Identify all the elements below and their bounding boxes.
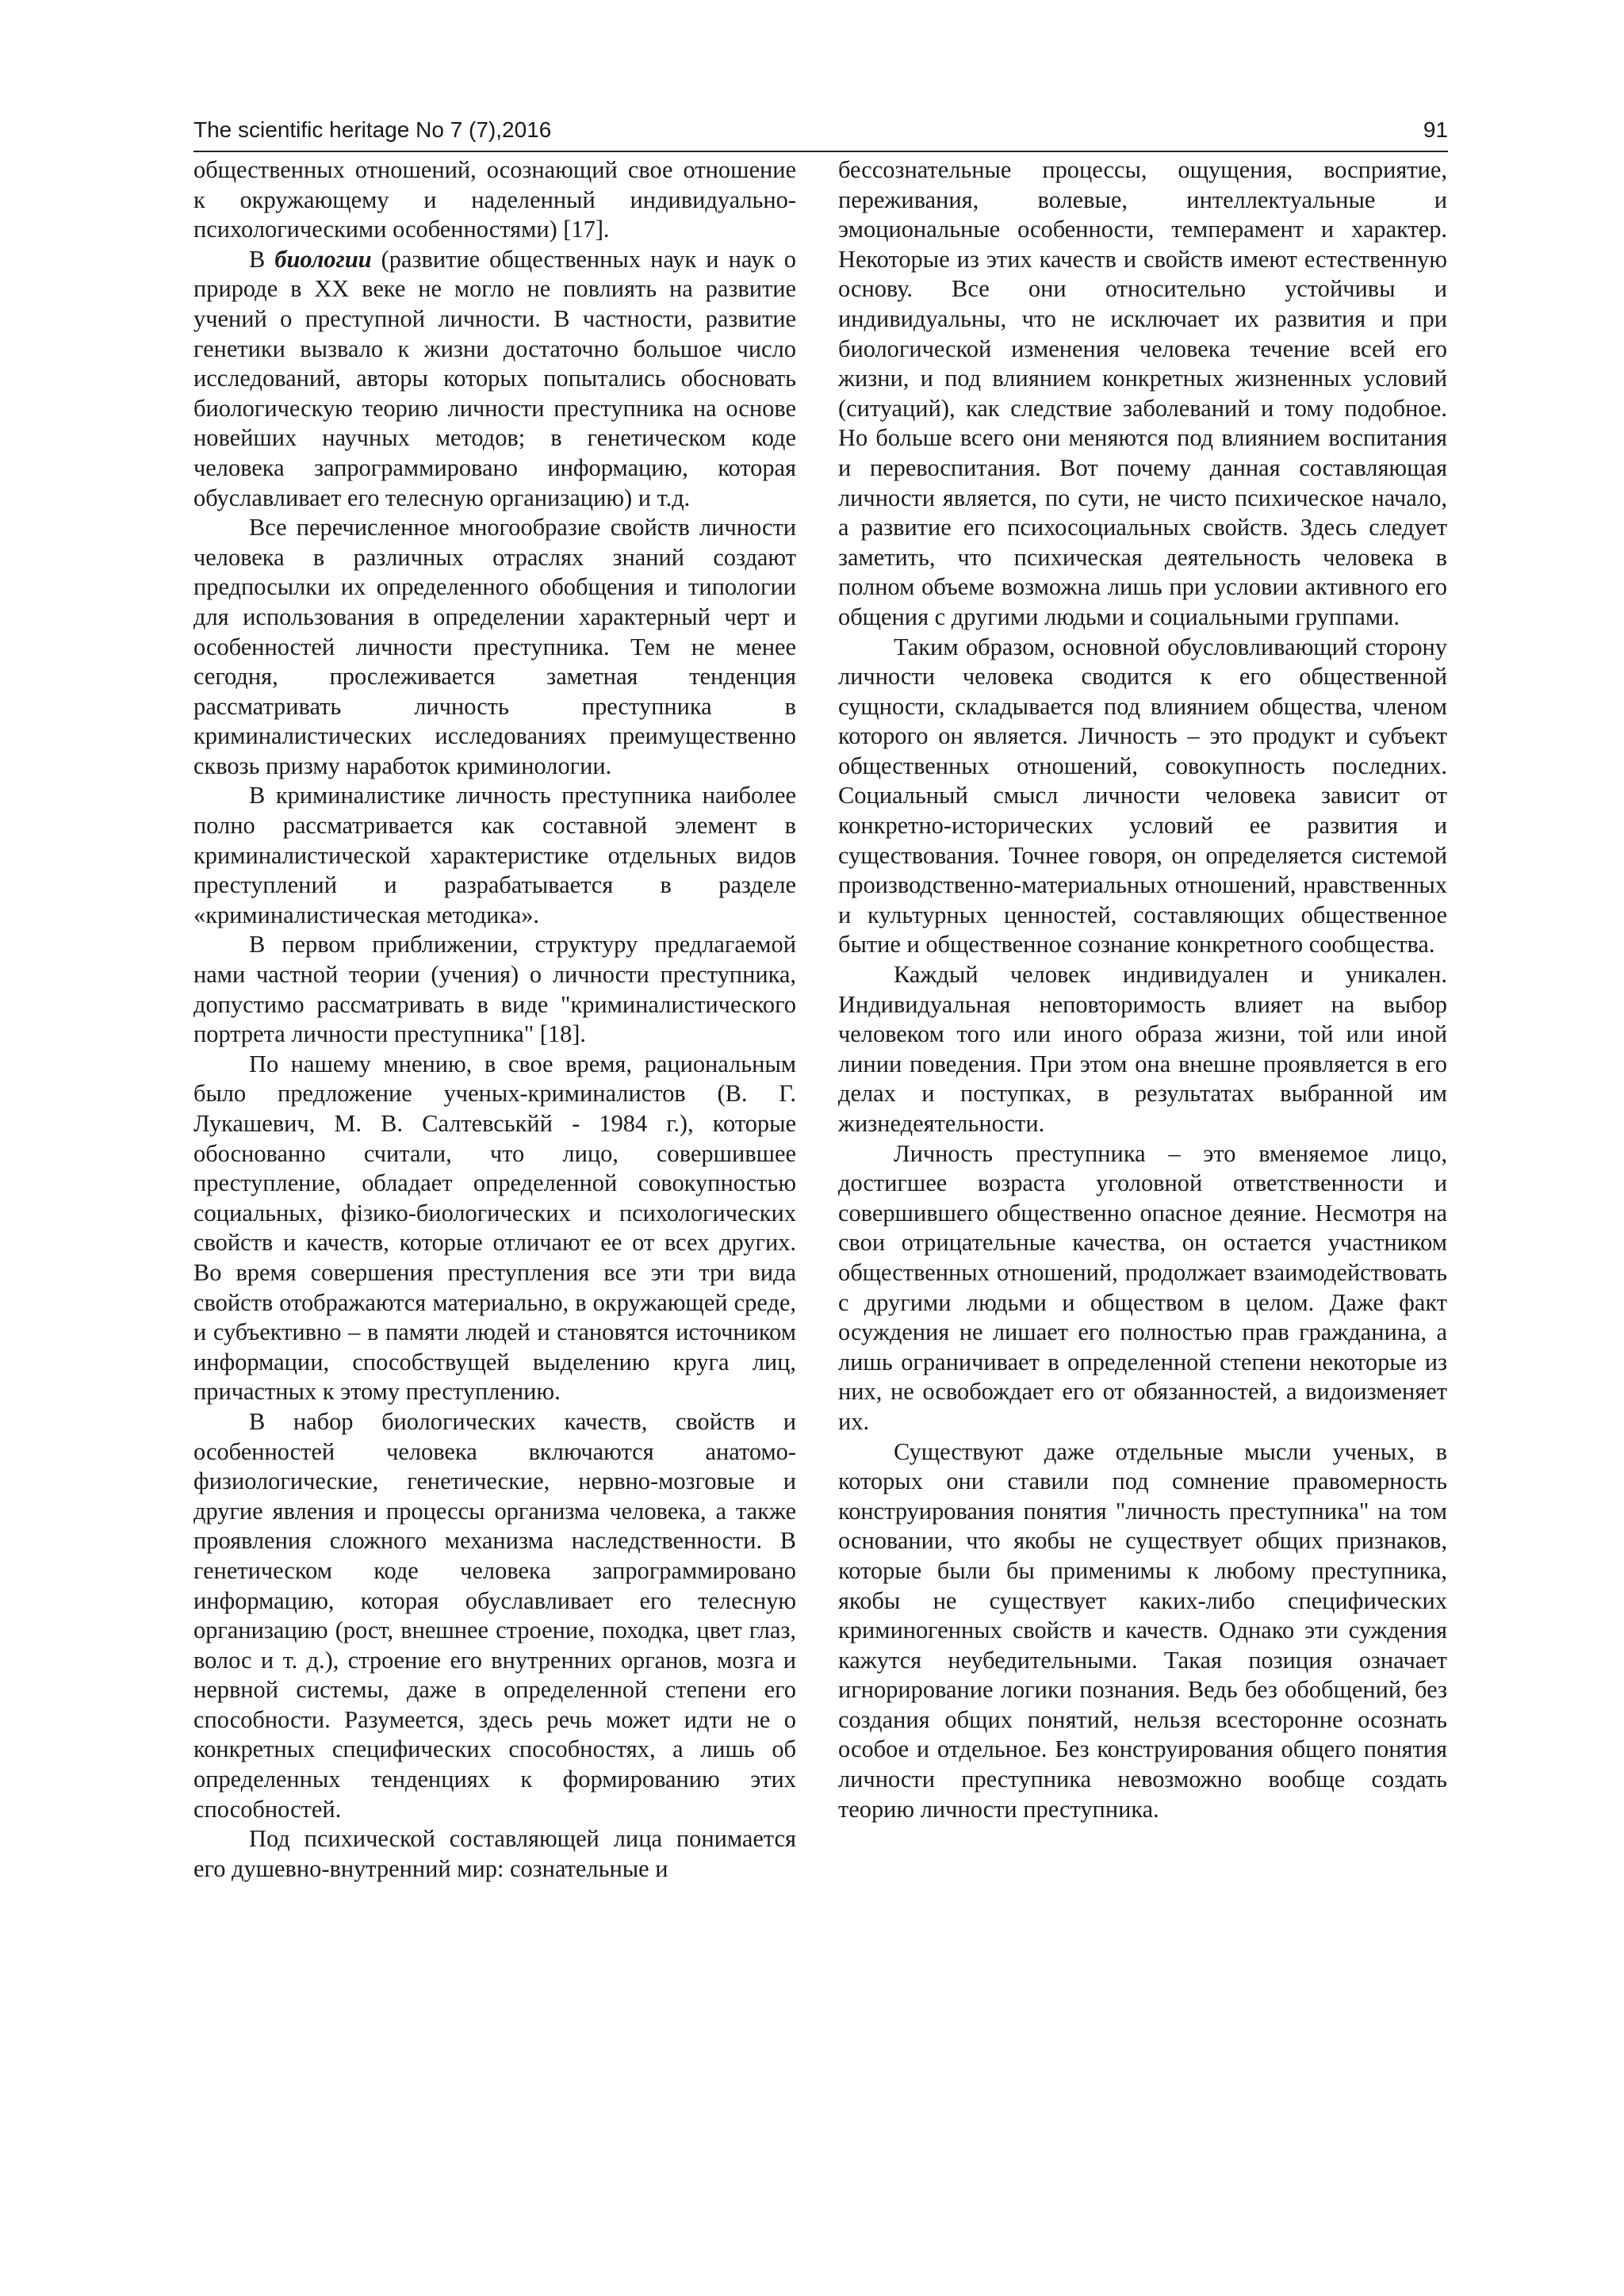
page-number: 91 bbox=[1423, 117, 1448, 142]
paragraph: Личность преступника – это вменяемое лицо, достигшее возраста уголовной ответственности и совершившего общественно опасное деяние. Несмотря на свои отрицательные качества, он остается участником общественных отношений, продолжает взаимодействовать с другими людьми и обществом в целом. Даже факт осуждения не лишает его полностью прав гражданина, а лишь ограничивает в определенной степени некоторые из них, не освобождает его от обязанностей, а видоизменяет их. bbox=[838, 1139, 1447, 1435]
page-header bbox=[193, 116, 1448, 152]
paragraph: бессознательные процессы, ощущения, восприятие, переживания, волевые, интеллектуальные и эмоциональные особенности, темперамент и характер. Некоторые из этих качеств и свойств имеют естественную основу. Все они относительно устойчивы и индивидуальны, что не исключает их развития и при биологической изменения человека течение всей его жизни, и под влиянием конкретных жизненных условий (ситуаций), как следствие заболеваний и тому подобное. Но больше всего они меняются под влиянием воспитания и перевоспитания. Вот почему данная составляющая личности является, по сути, не чисто психическое начало, а развитие его психосоциальных свойств. Здесь следует заметить, что психическая деятельность человека в полном объеме возможна лишь при условии активного его общения с другими людьми и социальными группами. bbox=[838, 156, 1447, 630]
paragraph-text: (развитие общественных наук и наук о природе в XX веке не могло не повлиять на развитие учений о преступной личности. В частности, развитие генетики вызвало к жизни достаточно большое число исследований, авторы которых попытались обосновать биологическую теорию личности преступника на основе новейших научных методов; в генетическом коде человека запрограммировано информацию, которая обуславливает его телесную организацию) и т.д. bbox=[193, 245, 796, 511]
paragraph: общественных отношений, осознающий свое отношение к окружающему и наделенный индивидуально-психологическими особенностями) [17]. bbox=[193, 156, 796, 243]
journal-title: The scientific heritage No 7 (7),2016 bbox=[193, 117, 552, 142]
paragraph: В криминалистике личность преступника наиболее полно рассматривается как составной элемент в криминалистической характеристике отдельных видов преступлений и разрабатывается в разделе «криминалистическая методика». bbox=[193, 782, 796, 928]
paragraph: Существуют даже отдельные мысли ученых, в которых они ставили под сомнение правомерность конструирования понятия "личность преступника" на том основании, что якобы не существует общих признаков, которые были бы применимы к любому преступника, якобы не существует каких-либо специфических криминогенных свойств и качеств. Однако эти суждения кажутся неубедительными. Такая позиция означает игнорирование логики познания. Ведь без обобщений, без создания общих понятий, нельзя всесторонне осознать особое и отдельное. Без конструирования общего понятия личности преступника невозможно вообще создать теорию личности преступника. bbox=[838, 1437, 1447, 1823]
paragraph: Все перечисленное многообразие свойств личности человека в различных отраслях знаний создают предпосылки их определенного обобщения и типологии для использования в определении характерный черт и особенностей личности преступника. Тем не менее сегодня, прослеживается заметная тенденция рассматривать личность преступника в криминалистических исследованиях преимущественно сквозь призму наработок криминологии. bbox=[193, 514, 796, 779]
emphasized-term: биологии bbox=[274, 245, 372, 273]
paragraph-lead: В bbox=[249, 245, 275, 273]
paragraph: По нашему мнению, в свое время, рациональным было предложение ученых-криминалистов (В. Г. Лукашевич, М. В. Салтевськйй - 1984 г.), которые обоснованно считали, что лицо, совершившее преступление, обладает определенной совокупностью социальных, фізико-биологических и психологических свойств и качеств, которые отличают ее от всех других. Во время совершения преступления все эти три вида свойств отображаются материально, в окружающей среде, и субъективно – в памяти людей и становятся источником информации, способствущей выделению круга лиц, причастных к этому преступлению. bbox=[193, 1050, 796, 1406]
paragraph: В первом приближении, структуру предлагаемой нами частной теории (учения) о личности преступника, допустимо рассматривать в виде "криминалистического портрета личности преступника" [18]. bbox=[193, 931, 796, 1048]
paragraph: Каждый человек индивидуален и уникален. Индивидуальная неповторимость влияет на выбор человеком того или иного образа жизни, той или иной линии поведения. При этом она внешне проявляется в его делах и поступках, в результатах выбранной им жизнедеятельности. bbox=[838, 961, 1447, 1137]
paragraph: Под психической составляющей лица понимается его душевно-внутренний мир: сознательные и bbox=[193, 1825, 796, 1882]
paragraph: В набор биологических качеств, свойств и особенностей человека включаются анатомо-физиологические, генетические, нервно-мозговые и другие явления и процессы организма человека, а также проявления сложного механизма наследственности. В генетическом коде человека запрограммировано информацию, которая обуславливает его телесную организацию (рост, внешнее строение, походка, цвет глаз, волос и т. д.), строение его внутренних органов, мозга и нервной системы, даже в определенной степени его способности. Разумеется, здесь речь может идти не о конкретных специфических способностях, а лишь об определенных тенденциях к формированию этих способностей. bbox=[193, 1407, 796, 1823]
paragraph bbox=[193, 245, 796, 513]
left-column bbox=[193, 155, 796, 1884]
paragraph: Таким образом, основной обусловливающий сторону личности человека сводится к его общественной сущности, складывается под влиянием общества, членом которого он является. Личность – это продукт и субъект общественных отношений, совокупность последних. Социальный смысл личности человека зависит от конкретно-исторических условий ее развития и существования. Точнее говоря, он определяется системой производственно-материальных отношений, нравственных и культурных ценностей, составляющих общественное бытие и общественное сознание конкретного сообщества. bbox=[838, 633, 1447, 959]
right-column bbox=[838, 155, 1447, 1824]
